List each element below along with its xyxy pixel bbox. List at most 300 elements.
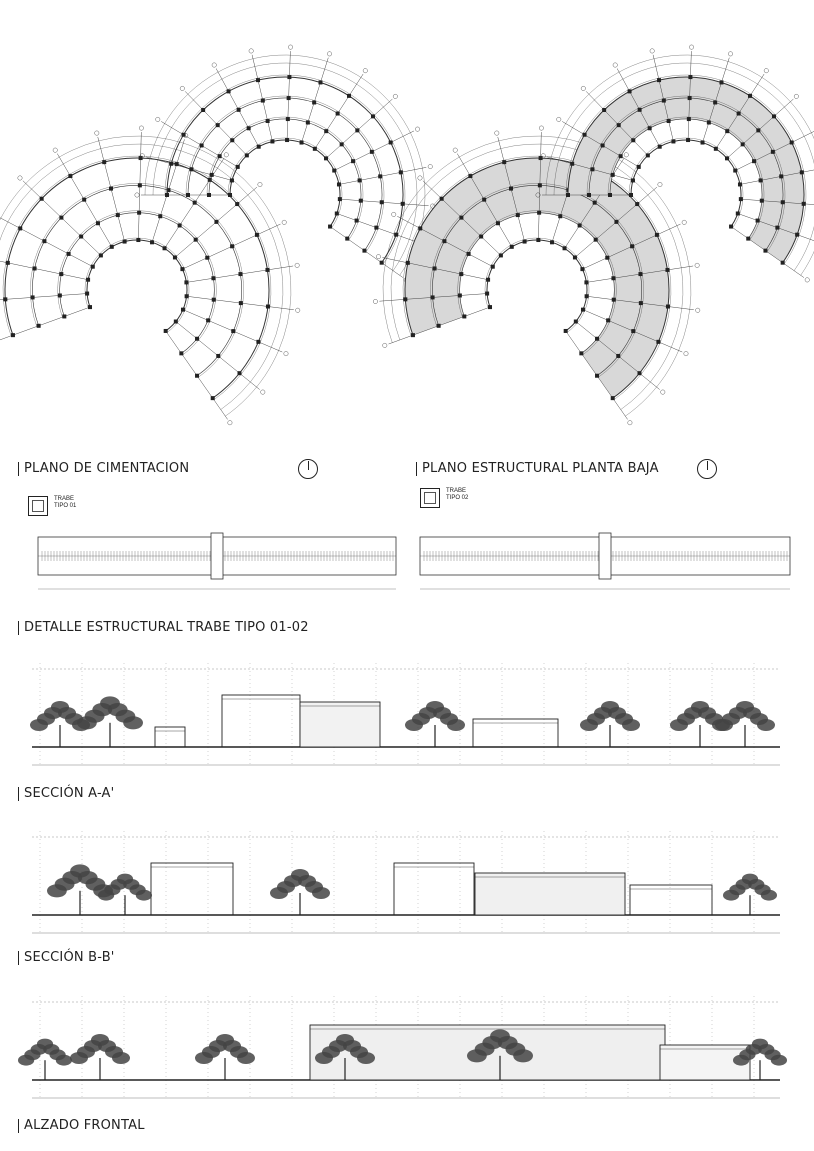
axis-bubble [682, 220, 686, 224]
column [194, 238, 198, 242]
column [185, 294, 189, 298]
column [574, 320, 578, 324]
column [58, 293, 62, 297]
column [578, 223, 582, 227]
column [158, 214, 162, 218]
axis-bubble [613, 63, 617, 67]
building [151, 863, 233, 915]
column [345, 237, 349, 241]
axis-bubble [794, 94, 798, 98]
column [174, 320, 178, 324]
column [306, 121, 310, 125]
column [748, 94, 752, 98]
column [201, 108, 205, 112]
column [374, 226, 378, 230]
trabe-section-icon [420, 488, 440, 508]
column [725, 129, 729, 133]
column [332, 169, 336, 173]
axis-bubble [453, 148, 457, 152]
column [459, 216, 463, 220]
column [138, 183, 142, 187]
column [337, 182, 341, 186]
axis-bubble [224, 153, 228, 157]
column [335, 211, 339, 215]
axis-bubble [295, 263, 299, 267]
radial-beam [340, 199, 429, 206]
seccion-a-drawing [32, 663, 780, 767]
column [218, 154, 222, 158]
trabe-02-label: TRABE TIPO 02 [446, 488, 469, 501]
radial-beam [216, 69, 259, 147]
ring-beam [167, 77, 403, 263]
column [355, 128, 359, 132]
column [440, 197, 444, 201]
column [67, 252, 71, 256]
column-support [599, 533, 611, 579]
tree-icon [77, 696, 143, 747]
radial-beam [252, 55, 272, 142]
north-arrow-icon [697, 459, 717, 479]
building [630, 885, 712, 915]
radial-beam [146, 157, 232, 181]
axis-bubble [392, 212, 396, 216]
axis-bubble [764, 68, 768, 72]
column [165, 193, 169, 197]
column [193, 201, 197, 205]
column [713, 100, 717, 104]
column [763, 249, 767, 253]
column [399, 170, 403, 174]
radial-beam [330, 227, 403, 278]
column [635, 202, 639, 206]
column [605, 256, 609, 260]
column [667, 119, 671, 123]
column [523, 240, 527, 244]
ring-beam-edge [485, 238, 589, 333]
column [775, 226, 779, 230]
axis-bubble [139, 126, 143, 130]
column [270, 139, 274, 143]
column [211, 396, 215, 400]
axis-arc [145, 55, 425, 275]
column [491, 265, 495, 269]
column [563, 246, 567, 250]
column [37, 324, 41, 328]
column [657, 78, 661, 82]
column [468, 174, 472, 178]
axis-arc [0, 136, 291, 416]
axis-bubble [624, 153, 628, 157]
column [230, 178, 234, 182]
axis-bubble [628, 421, 632, 425]
column [590, 167, 594, 171]
column [11, 333, 15, 337]
column [736, 211, 740, 215]
column [756, 219, 760, 223]
column [179, 351, 183, 355]
column [216, 354, 220, 358]
column [136, 238, 140, 242]
column [646, 153, 650, 157]
column [189, 167, 193, 171]
column [701, 141, 705, 145]
column [236, 165, 240, 169]
column [536, 238, 540, 242]
column [378, 174, 382, 178]
column [781, 200, 785, 204]
column [195, 374, 199, 378]
axis-bubble [18, 176, 22, 180]
column [180, 267, 184, 271]
axis-bubble [557, 117, 561, 121]
column [594, 238, 598, 242]
axis-bubble [327, 52, 331, 56]
column [746, 237, 750, 241]
axis-bubble [689, 45, 693, 49]
column [164, 329, 168, 333]
column [231, 329, 235, 333]
column [564, 329, 568, 333]
column [779, 174, 783, 178]
axis-bubble [415, 127, 419, 131]
column [362, 249, 366, 253]
ring-beam-edge [3, 156, 271, 400]
column [68, 174, 72, 178]
axis-bubble [393, 94, 397, 98]
column [389, 140, 393, 144]
column [619, 154, 623, 158]
ring-beam-edge [85, 238, 189, 333]
axis-bubble [661, 390, 665, 394]
column [287, 96, 291, 100]
axis-arc [153, 63, 417, 271]
column [538, 183, 542, 187]
column [790, 140, 794, 144]
column [666, 305, 670, 309]
column [328, 225, 332, 229]
column [688, 96, 692, 100]
tree-icon [18, 1039, 72, 1080]
column [184, 280, 188, 284]
column [173, 255, 177, 259]
column [123, 240, 127, 244]
axis-bubble [258, 182, 262, 186]
column [266, 305, 270, 309]
axis-bubble [363, 68, 367, 72]
column [394, 233, 398, 237]
column [239, 301, 243, 305]
column [611, 173, 615, 177]
column [110, 245, 114, 249]
column [256, 340, 260, 344]
axis-bubble [296, 308, 300, 312]
axis-bubble [495, 131, 499, 135]
radial-beam [315, 74, 363, 149]
column [59, 272, 63, 276]
column [211, 276, 215, 280]
column-support [211, 533, 223, 579]
column [300, 141, 304, 145]
column [593, 201, 597, 205]
column [207, 193, 211, 197]
axis-bubble [805, 278, 809, 282]
column [31, 295, 35, 299]
column [458, 293, 462, 297]
column [558, 214, 562, 218]
seccion-a-title: SECCIÓN A-A' [18, 787, 114, 801]
building [222, 695, 300, 747]
building [300, 702, 380, 747]
ring-beam-edge [58, 211, 217, 355]
ring-beam-edge [165, 75, 405, 264]
column [550, 240, 554, 244]
column [581, 308, 585, 312]
column [585, 294, 589, 298]
column [579, 351, 583, 355]
column [617, 123, 621, 127]
north-arrow-icon [298, 459, 318, 479]
column [595, 337, 599, 341]
column [256, 78, 260, 82]
building [475, 873, 625, 915]
tree-icon [723, 874, 777, 915]
column [200, 143, 204, 147]
column [573, 255, 577, 259]
column [719, 80, 723, 84]
alzado-frontal-drawing [32, 996, 780, 1100]
plano-cimentacion-title: PLANO DE CIMENTACION [18, 462, 189, 476]
axis-bubble [658, 182, 662, 186]
axis-bubble [156, 117, 160, 121]
column [437, 324, 441, 328]
column [163, 246, 167, 250]
column [756, 128, 760, 132]
column [237, 371, 241, 375]
axis-bubble [383, 343, 387, 347]
column [616, 354, 620, 358]
column [614, 220, 618, 224]
column [772, 114, 776, 118]
column [324, 156, 328, 160]
column [496, 221, 500, 225]
column [214, 220, 218, 224]
column [628, 89, 632, 93]
column [358, 178, 362, 182]
column [587, 193, 591, 197]
column [18, 226, 22, 230]
tree-icon [715, 701, 775, 747]
axis-bubble [261, 390, 265, 394]
column [338, 197, 342, 201]
axis-bubble [695, 263, 699, 267]
axis-bubble [376, 254, 380, 258]
column [418, 226, 422, 230]
column [340, 142, 344, 146]
building [394, 863, 474, 915]
column [688, 75, 692, 79]
column [359, 199, 363, 203]
column [371, 114, 375, 118]
column [318, 80, 322, 84]
radial-beam [0, 307, 90, 344]
column [479, 235, 483, 239]
column [313, 147, 317, 151]
column [658, 145, 662, 149]
column [606, 318, 610, 322]
column [467, 252, 471, 256]
column [336, 112, 340, 116]
axis-bubble [418, 176, 422, 180]
seccion-b-title: SECCIÓN B-B' [18, 951, 115, 965]
column [566, 193, 570, 197]
column [630, 244, 634, 248]
ring-beam [60, 213, 215, 354]
column [431, 295, 435, 299]
ring-beam [32, 185, 241, 375]
column [687, 117, 691, 121]
column [631, 178, 635, 182]
axis-bubble [180, 86, 184, 90]
column [235, 202, 239, 206]
column [631, 138, 635, 142]
column [178, 223, 182, 227]
column [380, 200, 384, 204]
column [205, 256, 209, 260]
column [459, 272, 463, 276]
radial-beam [287, 51, 290, 140]
column [485, 292, 489, 296]
column [33, 266, 37, 270]
column [210, 173, 214, 177]
column [182, 133, 186, 137]
column [230, 244, 234, 248]
axis-bubble [539, 126, 543, 130]
column [639, 301, 643, 305]
column [580, 267, 584, 271]
column [802, 202, 806, 206]
column [655, 233, 659, 237]
column [502, 160, 506, 164]
column [595, 374, 599, 378]
column [88, 305, 92, 309]
column [759, 178, 763, 182]
radial-beam [0, 294, 87, 302]
tree-icon [405, 701, 465, 747]
column [656, 340, 660, 344]
column [739, 197, 743, 201]
column [686, 138, 690, 142]
column [285, 138, 289, 142]
column [380, 261, 384, 265]
trabe-01-label: TRABE TIPO 01 [54, 496, 77, 509]
column [638, 272, 642, 276]
column [406, 261, 410, 265]
axis-bubble [228, 421, 232, 425]
column [462, 314, 466, 318]
column [255, 233, 259, 237]
axis-bubble [696, 308, 700, 312]
column [195, 337, 199, 341]
tree-icon [580, 701, 640, 747]
column [85, 292, 89, 296]
column [637, 165, 641, 169]
column [752, 159, 756, 163]
column [510, 245, 514, 249]
column [6, 261, 10, 265]
trabe-section-icon [28, 496, 48, 516]
column [486, 278, 490, 282]
column [216, 123, 220, 127]
column [725, 156, 729, 160]
column [738, 182, 742, 186]
column [312, 100, 316, 104]
column [286, 117, 290, 121]
column [324, 129, 328, 133]
column [733, 169, 737, 173]
column [800, 170, 804, 174]
column [3, 297, 7, 301]
column [411, 333, 415, 337]
column [570, 162, 574, 166]
tree-icon [70, 1034, 130, 1080]
column [509, 187, 513, 191]
column [584, 280, 588, 284]
plano-estructural-title: PLANO ESTRUCTURAL PLANTA BAJA [416, 462, 659, 476]
column [102, 160, 106, 164]
column [257, 145, 261, 149]
column [91, 265, 95, 269]
column [433, 266, 437, 270]
column [665, 268, 669, 272]
axis-bubble [284, 351, 288, 355]
column [59, 216, 63, 220]
column [638, 108, 642, 112]
column [648, 126, 652, 130]
tree-icon [47, 864, 113, 915]
axis-bubble [249, 49, 253, 53]
column [537, 211, 541, 215]
column [760, 199, 764, 203]
column [611, 276, 615, 280]
column [247, 126, 251, 130]
tree-icon [195, 1034, 255, 1080]
detalle-trabe-title: DETALLE ESTRUCTURAL TRABE TIPO 01-02 [18, 621, 309, 635]
column [137, 211, 141, 215]
column [671, 139, 675, 143]
ring-beam [188, 98, 382, 251]
column [499, 253, 503, 257]
ring-beam-edge [186, 96, 384, 252]
seccion-b-drawing [32, 831, 780, 935]
column [266, 119, 270, 123]
axis-bubble [53, 148, 57, 152]
column [265, 268, 269, 272]
axis-bubble [650, 49, 654, 53]
column [150, 240, 154, 244]
column [629, 193, 633, 197]
column [612, 298, 616, 302]
column [230, 138, 234, 142]
column [741, 142, 745, 146]
column [355, 219, 359, 223]
axis-bubble [282, 220, 286, 224]
column [347, 94, 351, 98]
column [62, 314, 66, 318]
column [96, 221, 100, 225]
column [539, 156, 543, 160]
axis-bubble [95, 131, 99, 135]
column [737, 112, 741, 116]
